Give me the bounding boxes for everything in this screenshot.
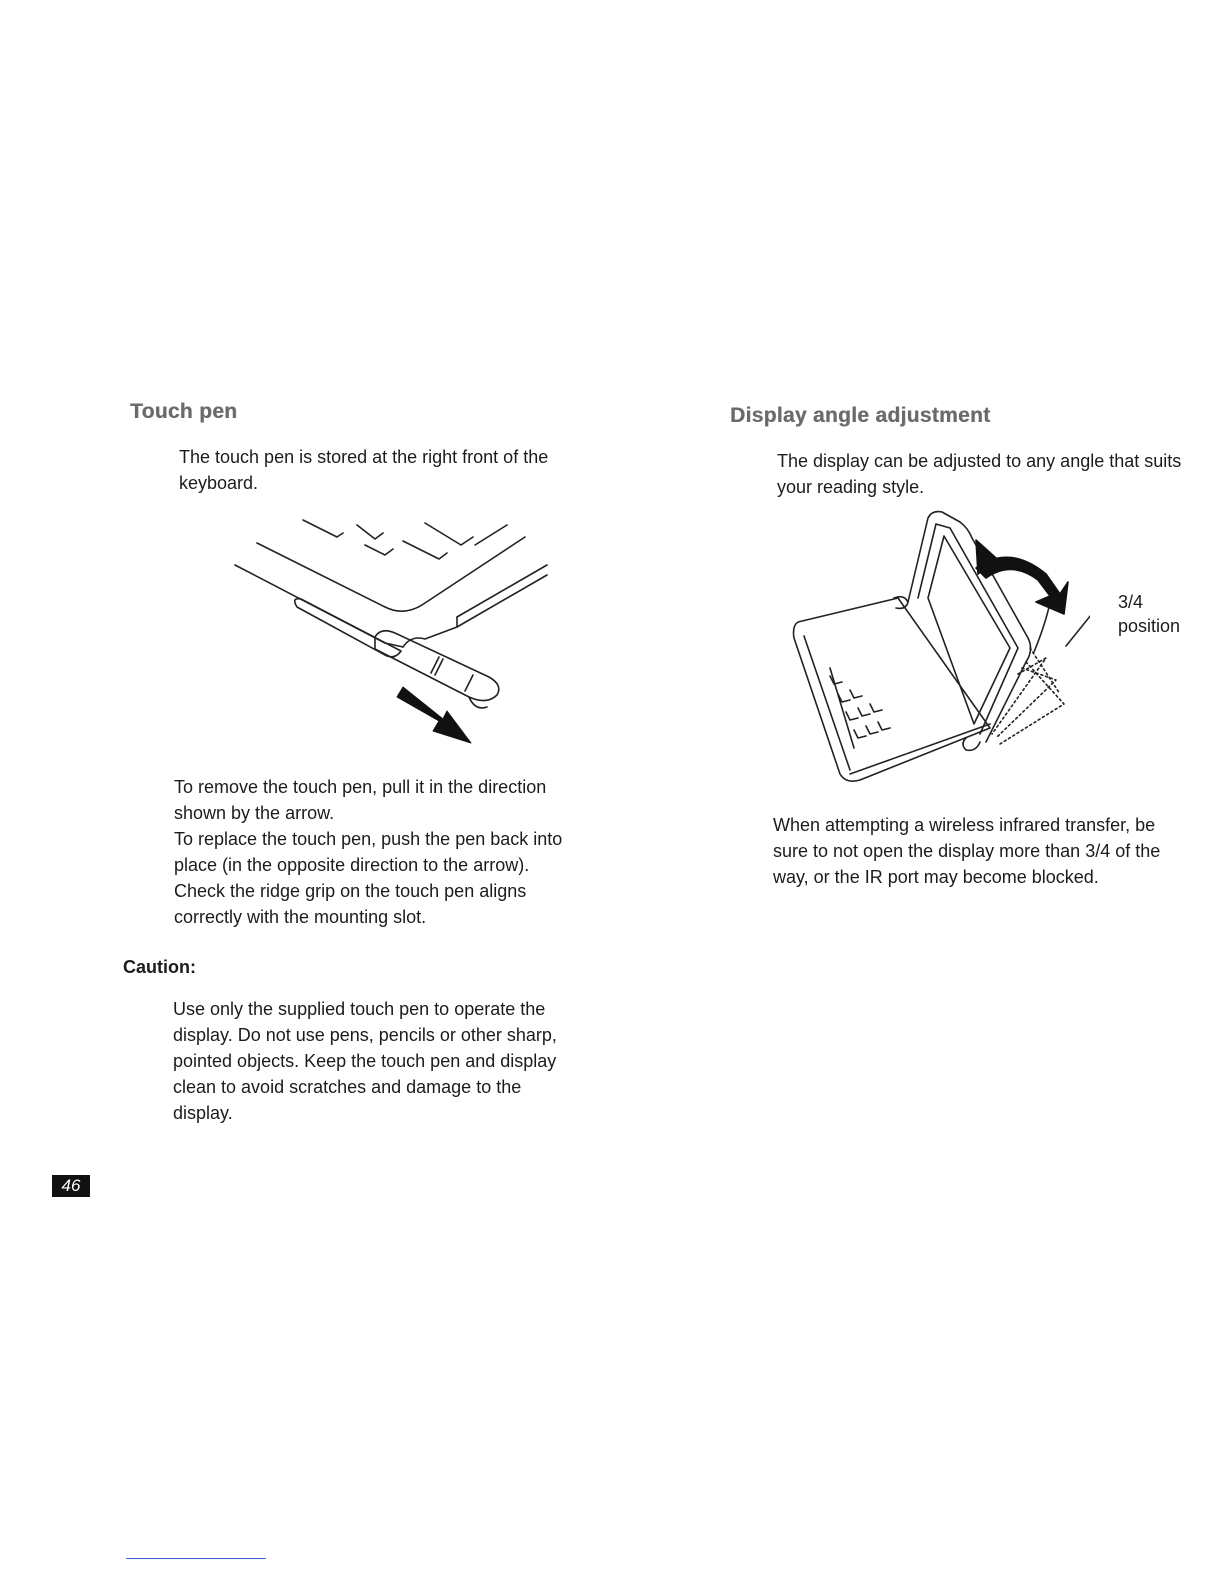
text-line: keyboard.	[179, 473, 259, 493]
text-line: correctly with the mounting slot.	[174, 907, 427, 927]
display-angle-heading: Display angle adjustment	[730, 404, 991, 427]
text-line: To remove the touch pen, pull it in the direction	[174, 777, 547, 797]
text-line: The touch pen is stored at the right front of the	[179, 447, 549, 467]
text-line: pointed objects. Keep the touch pen and display	[173, 1051, 557, 1071]
touch-pen-heading: Touch pen	[130, 400, 238, 423]
text-line: position	[1118, 616, 1181, 636]
touch-pen-instructions	[174, 774, 562, 930]
infrared-note	[773, 812, 1160, 890]
text-line: Use only the supplied touch pen to operate the	[173, 999, 546, 1019]
text-line: way, or the IR port may become blocked.	[773, 867, 1099, 887]
text-line: sure to not open the display more than 3/4 of the	[773, 841, 1161, 861]
caution-text	[173, 996, 557, 1126]
caution-label: Caution:	[123, 957, 196, 977]
text-line: display. Do not use pens, pencils or other sharp,	[173, 1025, 557, 1045]
text-line: your reading style.	[777, 477, 925, 497]
text-line: place (in the opposite direction to the arrow).	[174, 855, 530, 875]
three-quarter-position-label	[1118, 590, 1180, 638]
text-line: 3/4	[1118, 592, 1144, 612]
footer-rule	[126, 1558, 266, 1559]
text-line: The display can be adjusted to any angle that suits	[777, 451, 1182, 471]
touch-pen-illustration	[225, 515, 565, 755]
text-line: shown by the arrow.	[174, 803, 335, 823]
display-angle-intro	[777, 448, 1181, 500]
text-line: When attempting a wireless infrared transfer, be	[773, 815, 1156, 835]
text-line: clean to avoid scratches and damage to the	[173, 1077, 522, 1097]
text-line: To replace the touch pen, push the pen back into	[174, 829, 563, 849]
text-line: Check the ridge grip on the touch pen aligns	[174, 881, 527, 901]
touch-pen-intro	[179, 444, 548, 496]
display-angle-illustration	[790, 498, 1090, 788]
page-number: 46	[52, 1175, 90, 1197]
text-line: display.	[173, 1103, 233, 1123]
